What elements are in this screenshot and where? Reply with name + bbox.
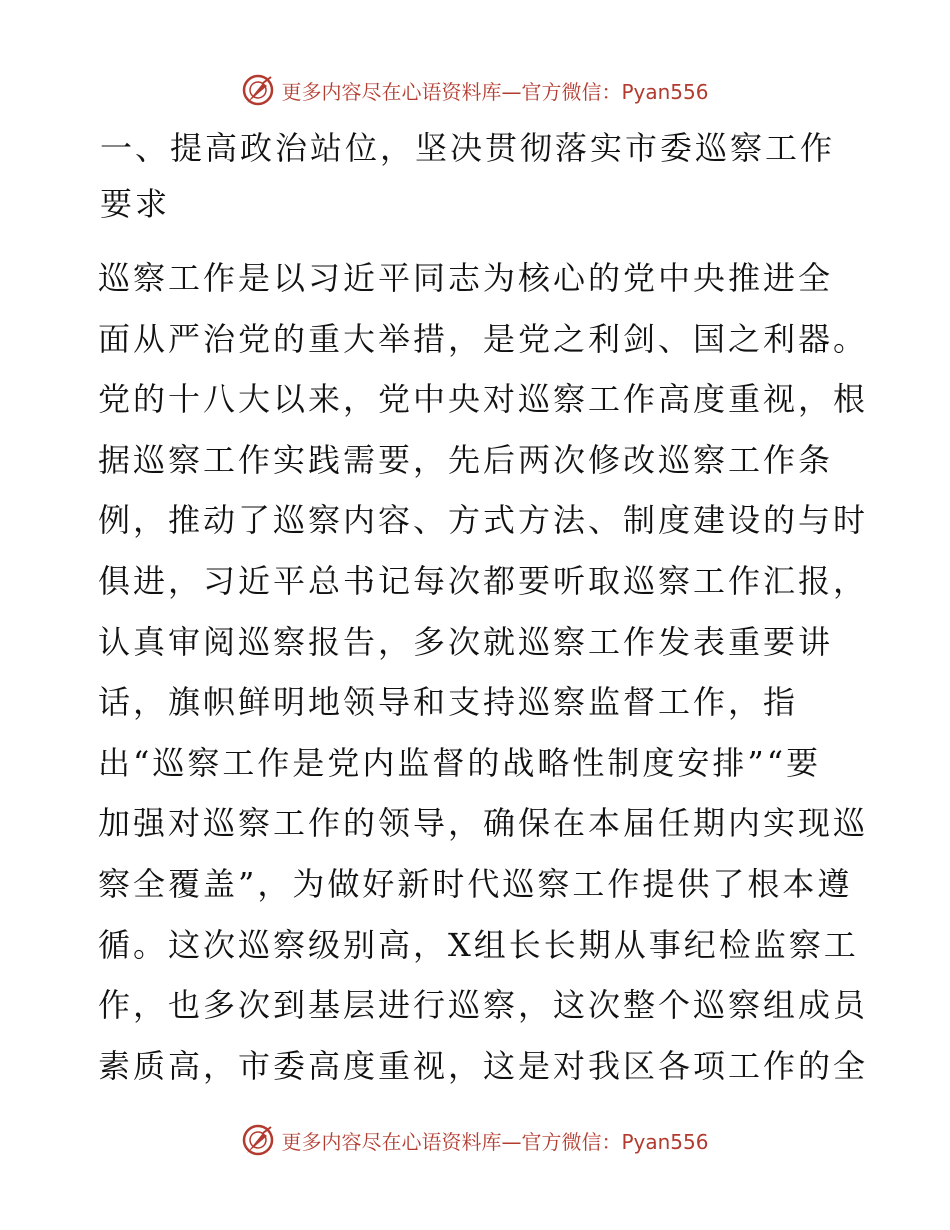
- section-heading: [100, 120, 850, 232]
- body-line: 察全覆盖”，为做好新时代巡察工作提供了根本遵: [98, 864, 853, 903]
- watermark-text: 更多内容尽在心语资料库—官方微信：Pyan556: [281, 79, 709, 104]
- body-line: 据巡察工作实践需要，先后两次修改巡察工作条: [98, 440, 834, 479]
- quill-pen-logo-icon: [241, 1123, 275, 1157]
- body-line: 党的十八大以来，党中央对巡察工作高度重视，根: [98, 380, 869, 419]
- heading-line: 一、提高政治站位，坚决贯彻落实市委巡察工作: [100, 129, 836, 167]
- footer-watermark: [0, 1120, 950, 1160]
- heading-line: 要求: [100, 185, 171, 223]
- body-line: 认真审阅巡察报告，多次就巡察工作发表重要讲: [98, 622, 834, 661]
- body-line: 例，推动了巡察内容、方式方法、制度建设的与时: [98, 501, 869, 540]
- body-line: 素质高，市委高度重视，这是对我区各项工作的全: [98, 1046, 869, 1085]
- body-line: 作，也多次到基层进行巡察，这次整个巡察组成员: [98, 986, 869, 1025]
- body-paragraph: [98, 248, 869, 1096]
- body-line: 循。这次巡察级别高，X组长长期从事纪检监察工: [98, 925, 859, 964]
- watermark-text: 更多内容尽在心语资料库—官方微信：Pyan556: [281, 1129, 709, 1154]
- body-line: 话，旗帜鲜明地领导和支持巡察监督工作，指: [98, 683, 799, 722]
- body-line: 面从严治党的重大举措，是党之利剑、国之利器。: [98, 319, 869, 358]
- body-line: 出“巡察工作是党内监督的战略性制度安排”“要: [98, 743, 822, 782]
- body-line: 俱进，习近平总书记每次都要听取巡察工作汇报，: [98, 561, 869, 600]
- body-line: 巡察工作是以习近平同志为核心的党中央推进全: [98, 259, 834, 297]
- header-watermark: [0, 70, 950, 110]
- quill-pen-logo-icon: [241, 73, 275, 107]
- body-line: 加强对巡察工作的领导，确保在本届任期内实现巡: [98, 804, 869, 843]
